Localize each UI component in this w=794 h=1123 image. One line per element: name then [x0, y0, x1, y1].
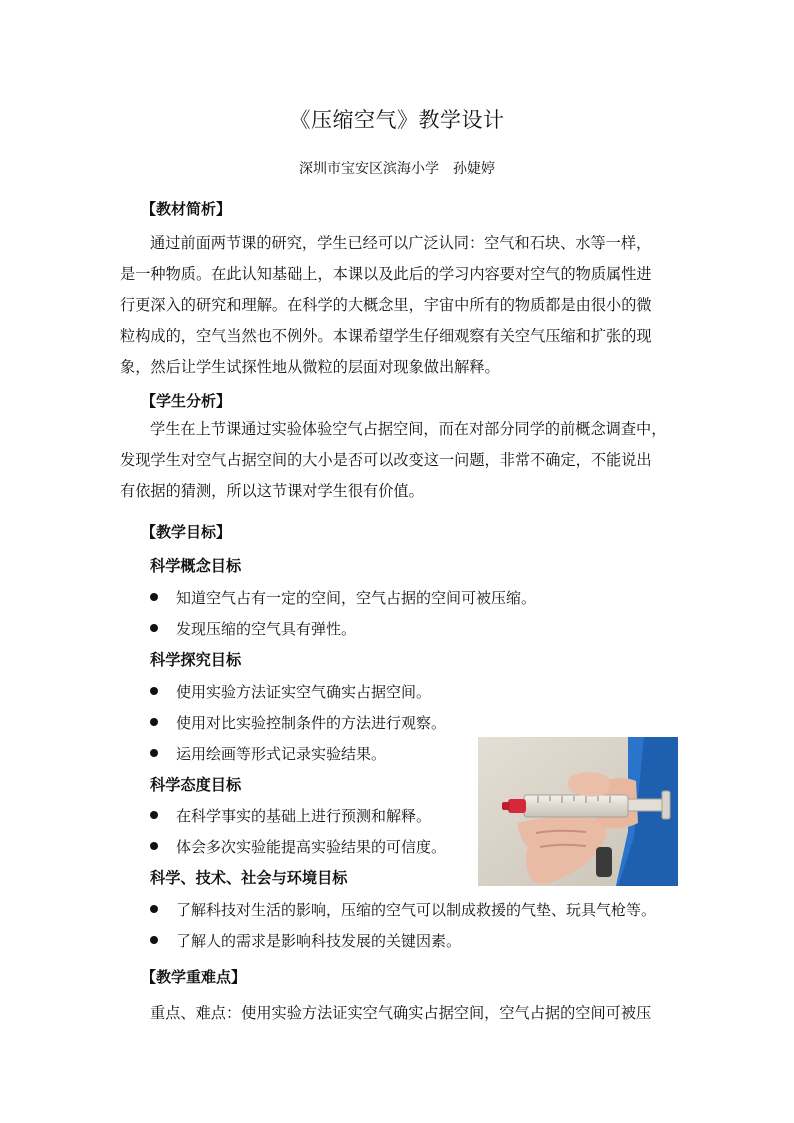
- goal-item-text: 使用实验方法证实空气确实占据空间。: [176, 683, 432, 701]
- goal-item-text: 使用对比实验控制条件的方法进行观察。: [176, 714, 447, 732]
- analysis-paragraph: [120, 228, 680, 383]
- syringe-photo-image: [478, 737, 678, 886]
- goal-item: [150, 587, 536, 608]
- paragraph-line: 发现学生对空气占据空间的大小是否可以改变这一问题，非常不确定，不能说出: [120, 451, 652, 469]
- bullet-icon: [150, 593, 158, 601]
- paragraph-line: 通过前面两节课的研究，学生已经可以广泛认同：空气和石块、水等一样，: [150, 234, 652, 252]
- section-heading-students: 【学生分析】: [141, 392, 232, 410]
- section-heading-key: 【教学重难点】: [141, 968, 247, 986]
- goal-title-inquiry: 科学探究目标: [150, 651, 242, 669]
- goal-item: [150, 743, 386, 764]
- bullet-icon: [150, 811, 158, 819]
- bullet-icon: [150, 842, 158, 850]
- bullet-icon: [150, 905, 158, 913]
- paragraph-line: 行更深入的研究和理解。在科学的大概念里，宇宙中所有的物质都是由很小的微: [120, 296, 652, 314]
- key-points-text: 重点、难点：使用实验方法证实空气确实占据空间，空气占据的空间可被压: [150, 1004, 652, 1022]
- author-school: 深圳市宝安区滨海小学: [299, 161, 439, 177]
- bullet-icon: [150, 749, 158, 757]
- author-name: 孙婕婷: [453, 161, 495, 177]
- goal-item-text: 了解科技对生活的影响，压缩的空气可以制成救援的气垫、玩具气枪等。: [176, 901, 657, 919]
- goal-item-text: 知道空气占有一定的空间，空气占据的空间可被压缩。: [176, 589, 537, 607]
- paragraph-line: 象，然后让学生试探性地从微粒的层面对现象做出解释。: [120, 358, 500, 376]
- goal-title-attitude: 科学态度目标: [150, 776, 242, 794]
- goal-item: [150, 712, 446, 733]
- goal-title-sts: 科学、技术、社会与环境目标: [150, 869, 348, 887]
- goal-item: [150, 805, 431, 826]
- paragraph-line: 是一种物质。在此认知基础上，本课以及此后的学习内容要对空气的物质属性进: [120, 265, 652, 283]
- goal-item-text: 体会多次实验能提高实验结果的可信度。: [176, 838, 447, 856]
- bullet-icon: [150, 624, 158, 632]
- bullet-icon: [150, 936, 158, 944]
- students-paragraph: [120, 414, 680, 507]
- goal-item: [150, 899, 656, 920]
- paragraph-line: 学生在上节课通过实验体验空气占据空间，而在对部分同学的前概念调查中，: [150, 420, 667, 438]
- goal-item-text: 了解人的需求是影响科技发展的关键因素。: [176, 932, 462, 950]
- bullet-icon: [150, 687, 158, 695]
- paragraph-line: 粒构成的，空气当然也不例外。本课希望学生仔细观察有关空气压缩和扩张的现: [120, 327, 652, 345]
- author-line: [0, 158, 794, 178]
- goal-item: [150, 836, 446, 857]
- goal-item: [150, 930, 461, 951]
- goal-title-concept: 科学概念目标: [150, 557, 242, 575]
- goal-item: [150, 618, 356, 639]
- bullet-icon: [150, 718, 158, 726]
- goal-item-text: 运用绘画等形式记录实验结果。: [176, 745, 387, 763]
- goal-item: [150, 681, 431, 702]
- section-heading-analysis: 【教材简析】: [141, 200, 232, 218]
- goal-item-text: 在科学事实的基础上进行预测和解释。: [176, 807, 432, 825]
- goal-item-text: 发现压缩的空气具有弹性。: [176, 620, 357, 638]
- section-heading-goals: 【教学目标】: [141, 523, 232, 541]
- syringe-photo: [478, 737, 678, 886]
- paragraph-line: 有依据的猜测，所以这节课对学生很有价值。: [120, 482, 424, 500]
- page-title: 《压缩空气》教学设计: [289, 108, 505, 132]
